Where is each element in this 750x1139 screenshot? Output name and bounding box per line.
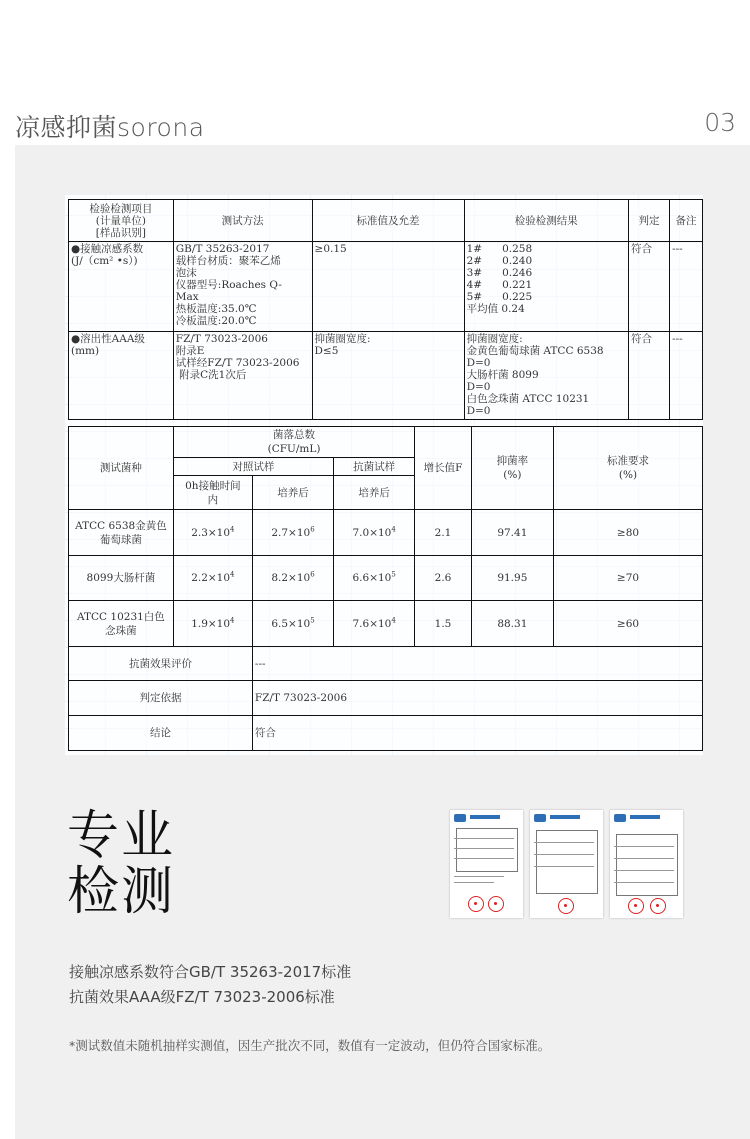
description-line1: 接触凉感系数符合GB/T 35263-2017标准: [69, 963, 352, 981]
cell-growth: 2.1: [415, 510, 472, 556]
cell-judge: 符合: [628, 242, 669, 332]
cell-method: FZ/T 73023-2006 附录E 试样经FZ/T 73023-2006 附录C洗1次后: [173, 332, 312, 420]
report-thumbnail: [450, 810, 523, 918]
cell-species: 8099大肠杆菌: [69, 556, 174, 601]
cell-conclusion-label: 结论: [69, 716, 253, 751]
cell-rate: 91.95: [471, 556, 553, 601]
table-row: [69, 332, 703, 420]
table-row: [69, 647, 703, 681]
cell-item: ●溶出性AAA级 (mm): [69, 332, 174, 420]
section-title-line1: 专业: [67, 806, 176, 866]
section-title-line2: 检测: [67, 862, 176, 922]
header-culture-antibac: 培养后: [334, 476, 415, 510]
header-0h: 0h接触时间 内: [173, 476, 252, 510]
cell-rate: 97.41: [471, 510, 553, 556]
cell-species: ATCC 6538金黄色 葡萄球菌: [69, 510, 174, 556]
cell-standard-req: ≥60: [553, 601, 702, 647]
cell-result: 1# 0.258 2# 0.240 3# 0.246 4# 0.221 5# 0.225 平均值 0.24: [464, 242, 628, 332]
header-culture-control: 培养后: [252, 476, 333, 510]
header-remark: 备注: [670, 200, 703, 242]
table-row: [69, 601, 703, 647]
cell-rate: 88.31: [471, 601, 553, 647]
cell-growth: 1.5: [415, 601, 472, 647]
header-antibac: 抗菌试样: [334, 458, 415, 476]
cell-method: GB/T 35263-2017 载样台材质：聚苯乙烯 泡沫 仪器型号:Roaches Q- Max 热板温度:35.0℃ 冷板温度:20.0℃: [173, 242, 312, 332]
header-item: 检验检测项目 (计量单位) [样品识别]: [69, 200, 174, 242]
header-growth: 增长值F: [415, 427, 472, 510]
description-line2: 抗菌效果AAA级FZ/T 73023-2006标准: [69, 988, 335, 1006]
table-row: [69, 242, 703, 332]
table-row: [69, 556, 703, 601]
cell-standard: 抑菌圈宽度: D≤5: [312, 332, 464, 420]
cell-basis-value: FZ/T 73023-2006: [252, 681, 702, 716]
cell-count-control: $8.2\times 10^6$: [252, 556, 333, 601]
cell-remark: ---: [670, 332, 703, 420]
report-thumbnail: [530, 810, 603, 918]
header-standard: 标准值及允差: [312, 200, 464, 242]
cell-item: ●接触凉感系数 (J/（cm² •s）): [69, 242, 174, 332]
table-row: [69, 716, 703, 751]
cell-count-0h: $1.9\times 10^4$: [173, 601, 252, 647]
cell-standard: ≥0.15: [312, 242, 464, 332]
antibacterial-table: [68, 426, 703, 751]
header: [0, 0, 750, 145]
cell-eval-label: 抗菌效果评价: [69, 647, 253, 681]
cell-count-0h: $2.2\times 10^4$: [173, 556, 252, 601]
cell-count-control: $6.5\times 10^5$: [252, 601, 333, 647]
cell-growth: 2.6: [415, 556, 472, 601]
cell-eval-value: ---: [252, 647, 702, 681]
header-method: 测试方法: [173, 200, 312, 242]
cell-remark: ---: [670, 242, 703, 332]
header-species: 测试菌种: [69, 427, 174, 510]
cell-count-antibac: $7.6\times 10^4$: [334, 601, 415, 647]
header-judge: 判定: [628, 200, 669, 242]
cell-standard-req: ≥70: [553, 556, 702, 601]
cell-species: ATCC 10231白色 念珠菌: [69, 601, 174, 647]
cell-result: 抑菌圈宽度: 金黄色葡萄球菌 ATCC 6538 D=0 大肠杆菌 8099 D=0 白色念珠菌 ATCC 10231 D=0: [464, 332, 628, 420]
table-row: [69, 510, 703, 556]
cell-judge: 符合: [628, 332, 669, 420]
footnote: *测试数值未随机抽样实测值，因生产批次不同，数值有一定波动，但仍符合国家标准。: [69, 1038, 551, 1053]
cell-count-antibac: $7.0\times 10^4$: [334, 510, 415, 556]
cell-count-antibac: $6.6\times 10^5$: [334, 556, 415, 601]
header-control: 对照试样: [173, 458, 333, 476]
cell-conclusion-value: 符合: [252, 716, 702, 751]
cell-standard-req: ≥80: [553, 510, 702, 556]
header-colony-count: 菌落总数 (CFU/mL): [173, 427, 414, 458]
content-panel: [15, 145, 750, 1139]
cell-basis-label: 判定依据: [69, 681, 253, 716]
header-standard-req: 标准要求 (%): [553, 427, 702, 510]
header-result: 检验检测结果: [464, 200, 628, 242]
description: [69, 960, 351, 1010]
cell-count-0h: $2.3\times 10^4$: [173, 510, 252, 556]
table-row: [69, 681, 703, 716]
header-rate: 抑菌率 (%): [471, 427, 553, 510]
report-thumbnail: [610, 810, 683, 918]
page-number: 03: [704, 108, 736, 137]
test-report-table: [68, 199, 703, 420]
section-title: [67, 808, 175, 920]
cell-count-control: $2.7\times 10^6$: [252, 510, 333, 556]
page-title: 凉感抑菌sorona: [15, 113, 205, 142]
